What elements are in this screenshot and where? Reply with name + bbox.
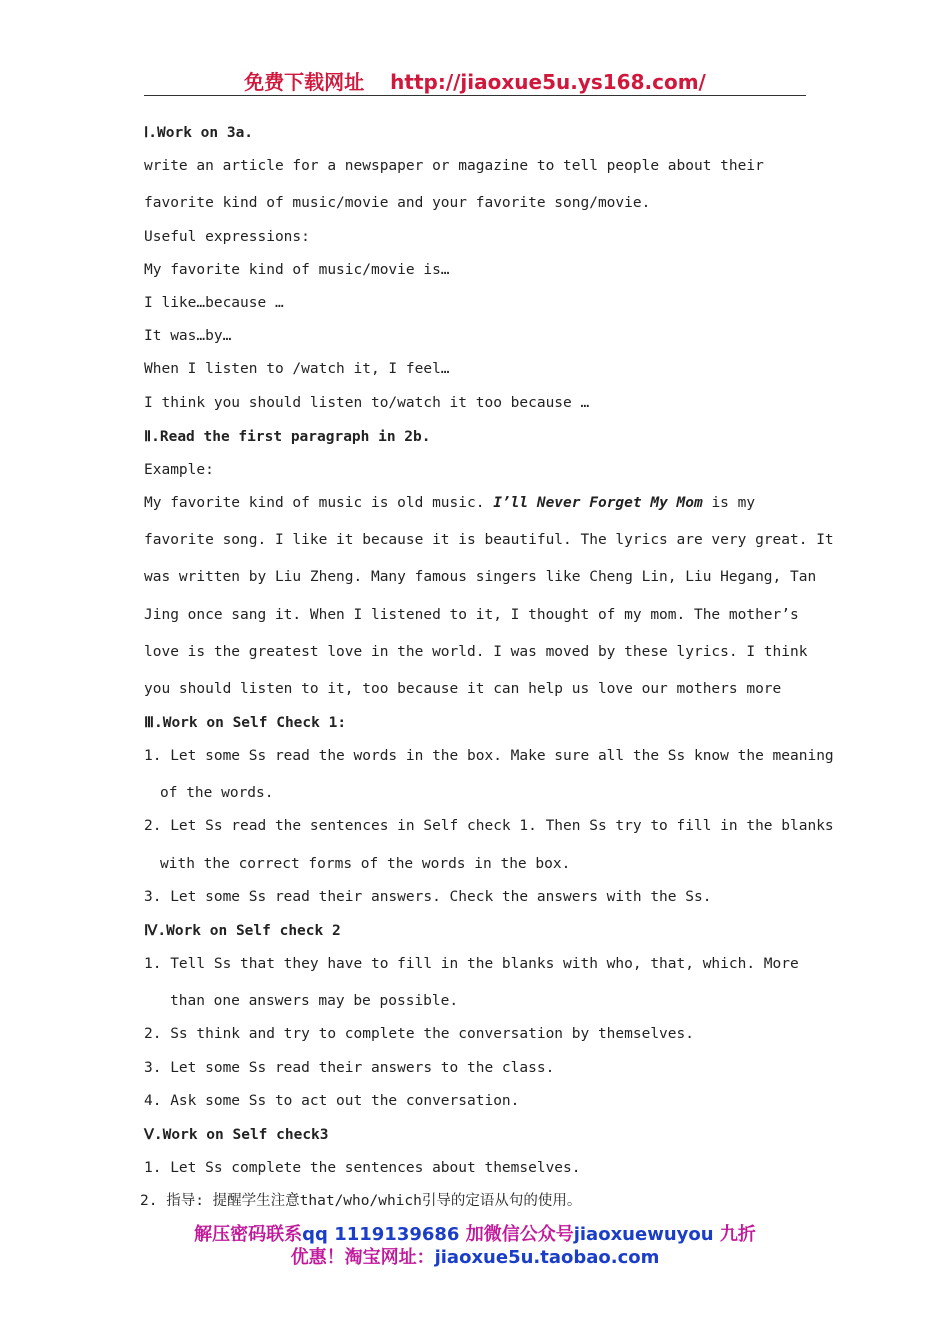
- s4-line-4: 3. Let some Ss read their answers to the class.: [144, 1060, 555, 1076]
- s4-line-2: than one answers may be possible.: [170, 993, 459, 1009]
- example-line-6: you should listen to it, too because it can help us love our mothers more: [144, 681, 782, 697]
- s4-line-1: 1. Tell Ss that they have to fill in the blanks with who, that, which. More: [144, 956, 799, 972]
- s1-line-3: Useful expressions:: [144, 229, 310, 245]
- s5-line-1: 1. Let Ss complete the sentences about themselves.: [144, 1160, 581, 1176]
- section-1-title: Ⅰ.Work on 3a.: [144, 125, 254, 141]
- song-title: I’ll Never Forget My Mom: [493, 495, 703, 511]
- page-header: [144, 66, 806, 95]
- header-url[interactable]: http://jiaoxue5u.ys168.com/: [390, 70, 706, 94]
- s1-line-8: I think you should listen to/watch it too because …: [144, 395, 590, 411]
- footer-qq: qq 1119139686: [302, 1224, 460, 1245]
- s1-line-4: My favorite kind of music/movie is…: [144, 262, 450, 278]
- footer-discount: 九折: [719, 1224, 756, 1245]
- s1-line-2: favorite kind of music/movie and your favorite song/movie.: [144, 195, 651, 211]
- s4-line-3: 2. Ss think and try to complete the conversation by themselves.: [144, 1026, 694, 1042]
- example-line-1: [144, 494, 755, 512]
- footer-wechat-label: 加微信公众号: [465, 1224, 574, 1245]
- s3-line-3: 2. Let Ss read the sentences in Self check 1. Then Ss try to fill in the blanks: [144, 818, 834, 834]
- section-3-title: Ⅲ.Work on Self Check 1:: [144, 715, 347, 731]
- footer-shop-label: 优惠！淘宝网址：: [290, 1247, 435, 1268]
- example-line-3: was written by Liu Zheng. Many famous singers like Cheng Lin, Liu Hegang, Tan: [144, 569, 817, 585]
- section-2-title: Ⅱ.Read the first paragraph in 2b.: [144, 429, 431, 445]
- s4-line-5: 4. Ask some Ss to act out the conversation.: [144, 1093, 520, 1109]
- example-start: My favorite kind of music is old music.: [144, 495, 494, 511]
- section-4-title: Ⅳ.Work on Self check 2: [144, 923, 341, 939]
- footer-contact-label: 解压密码联系: [194, 1224, 303, 1245]
- footer-shop-url[interactable]: jiaoxue5u.taobao.com: [434, 1247, 660, 1268]
- section-5-title: Ⅴ.Work on Self check3: [144, 1127, 329, 1143]
- s5-line-2: 2. 指导: 提醒学生注意that/who/which引导的定语从句的使用。: [140, 1193, 582, 1209]
- s1-line-1: write an article for a newspaper or magazine to tell people about their: [144, 158, 764, 174]
- example-line-4: Jing once sang it. When I listened to it, I thought of my mom. The mother’s: [144, 607, 799, 623]
- header-rule: [144, 95, 806, 96]
- header-label: 免费下载网址: [244, 70, 365, 94]
- s1-line-5: I like…because …: [144, 295, 284, 311]
- s3-line-5: 3. Let some Ss read their answers. Check the answers with the Ss.: [144, 889, 712, 905]
- example-end: is my: [702, 495, 756, 511]
- example-line-2: favorite song. I like it because it is beautiful. The lyrics are very great. It: [144, 532, 834, 548]
- footer-wechat-id: jiaoxuewuyou: [573, 1224, 714, 1245]
- example-label: Example:: [144, 462, 214, 478]
- s3-line-4: with the correct forms of the words in the box.: [160, 856, 571, 872]
- example-line-5: love is the greatest love in the world. I was moved by these lyrics. I think: [144, 644, 808, 660]
- s1-line-6: It was…by…: [144, 328, 232, 344]
- s1-line-7: When I listen to /watch it, I feel…: [144, 361, 450, 377]
- s3-line-2: of the words.: [160, 785, 274, 801]
- footer-line-2: [0, 1243, 950, 1269]
- s3-line-1: 1. Let some Ss read the words in the box. Make sure all the Ss know the meaning: [144, 748, 834, 764]
